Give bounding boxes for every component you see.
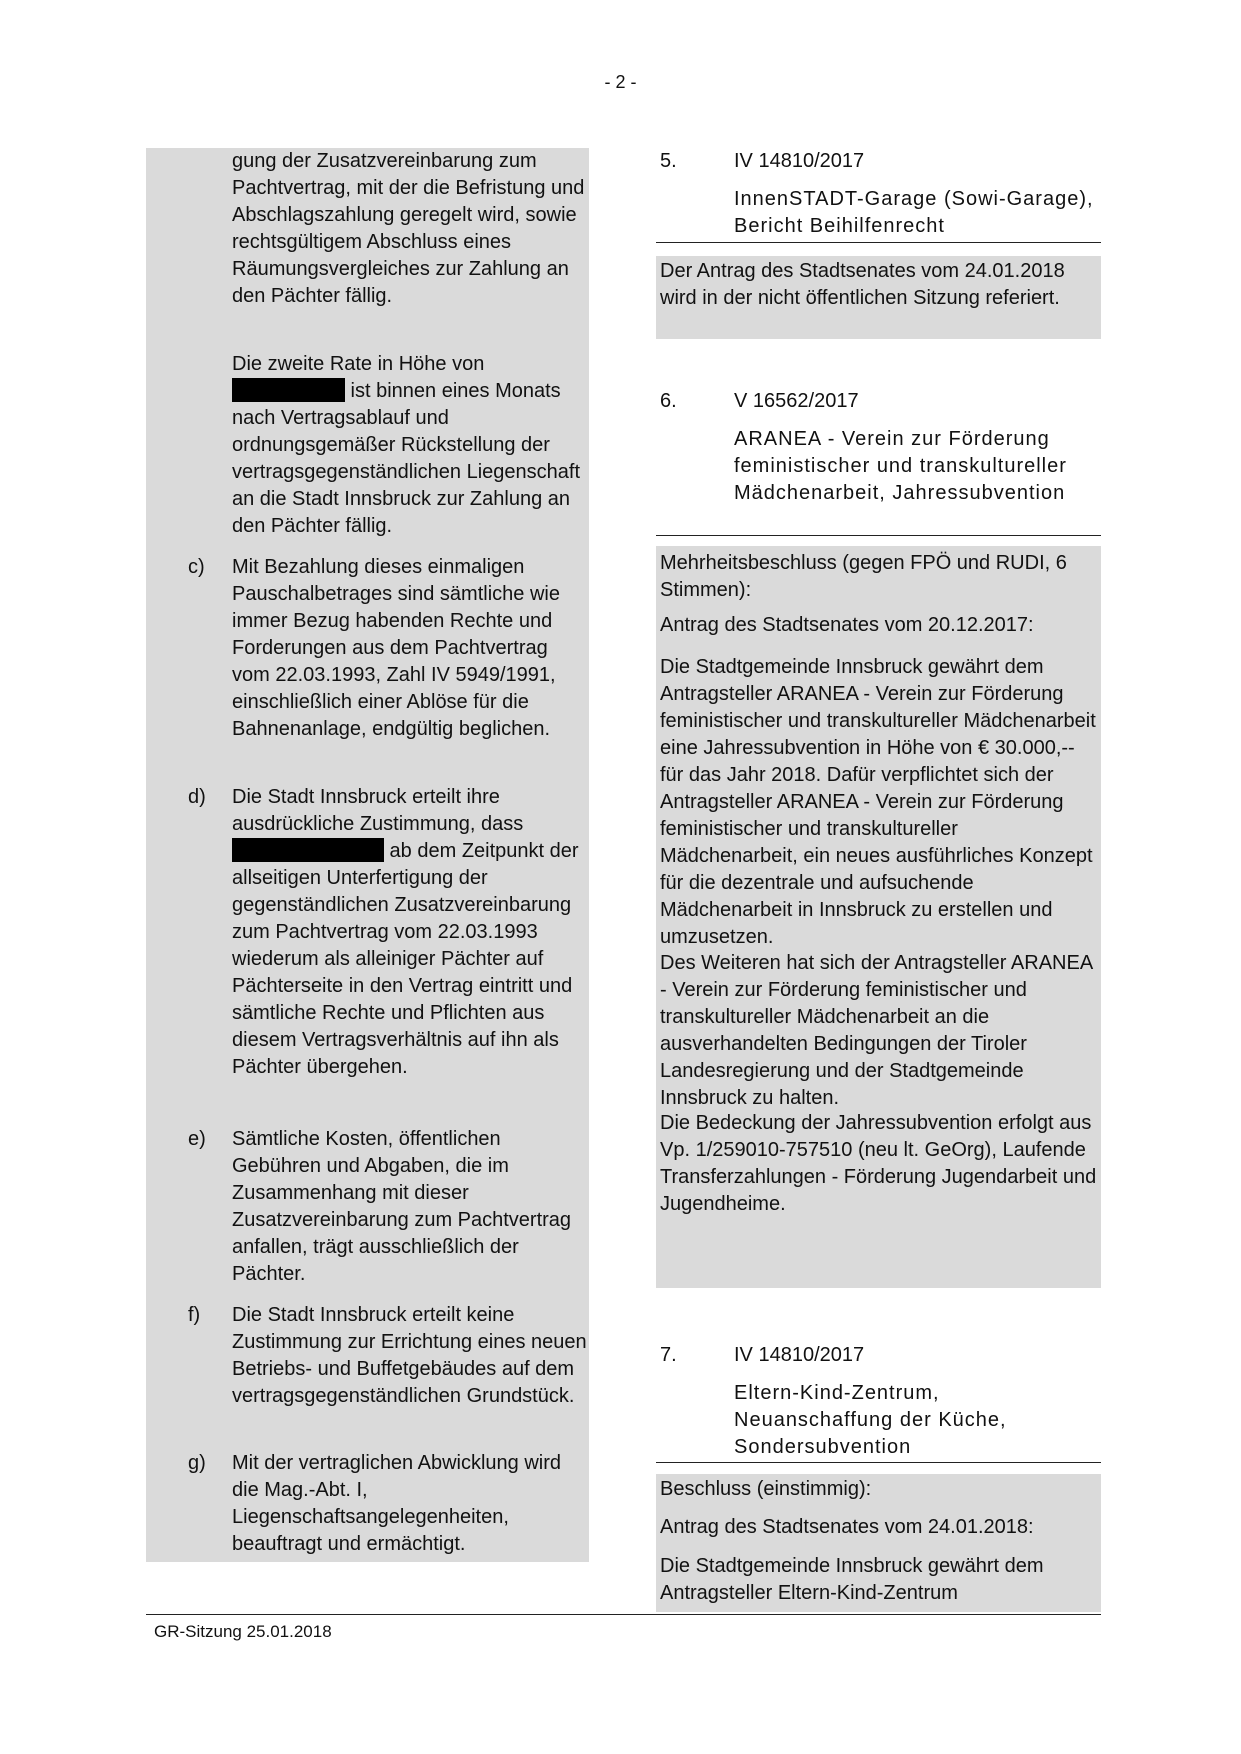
list-item-label: g) xyxy=(188,1452,206,1474)
agenda-item-5-body xyxy=(656,256,1101,339)
agenda-item-7-body xyxy=(656,1474,1101,1612)
paragraph-2-start: Die zweite Rate in Höhe von xyxy=(232,353,485,375)
paragraph-2-rest: ist binnen eines Monats nach Vertragsablauf und ordnungsgemäßer Rückstellung der vertragsgegenständlichen Liegenschaft an die Stadt Innsbruck zur Zahlung an den Pächter fällig. xyxy=(232,380,581,537)
body-paragraph: Antrag des Stadtsenates vom 24.01.2018: xyxy=(660,1516,1034,1538)
body-paragraph: Der Antrag des Stadtsenates vom 24.01.2018 wird in der nicht öffentlichen Sitzung referiert. xyxy=(660,260,1065,309)
body-paragraph: Die Bedeckung der Jahressubvention erfolgt aus Vp. 1/259010-757510 (neu lt. GeOrg), Laufende Transferzahlungen - Förderung Jugendarbeit und Jugendheime. xyxy=(660,1112,1097,1215)
body-paragraph: Die Stadtgemeinde Innsbruck gewährt dem Antragsteller Eltern-Kind-Zentrum xyxy=(660,1555,1044,1604)
list-item-text: Mit Bezahlung dieses einmaligen Pauschalbetrages sind sämtliche wie immer Bezug habenden Rechte und Forderungen aus dem Pachtvertrag vom 22.03.1993, Zahl IV 5949/1991, einschließlich einer Ablöse für die Bahnenanlage, endgültig beglichen. xyxy=(232,556,560,740)
redaction-box xyxy=(232,378,345,402)
list-item-label: e) xyxy=(188,1128,206,1150)
divider xyxy=(656,1462,1101,1463)
list-item-text: Sämtliche Kosten, öffentlichen Gebühren und Abgaben, die im Zusammenhang mit dieser Zusatzvereinbarung zum Pachtvertrag anfallen, trägt ausschließlich der Pächter. xyxy=(232,1128,572,1285)
agenda-item-7-title: Eltern-Kind-Zentrum, Neuanschaffung der Küche, Sondersubvention xyxy=(734,1382,1007,1458)
agenda-code: V 16562/2017 xyxy=(734,390,859,412)
divider xyxy=(656,535,1101,536)
agenda-number: 7. xyxy=(660,1344,677,1366)
agenda-code: IV 14810/2017 xyxy=(734,150,865,172)
agenda-item-6-title: ARANEA - Verein zur Förderung feministischer und transkultureller Mädchenarbeit, Jahressubvention xyxy=(734,428,1067,504)
continued-paragraph-1: gung der Zusatzvereinbarung zum Pachtvertrag, mit der die Befristung und Abschlagszahlung geregelt wird, sowie rechtsgültigem Abschluss eines Räumungsvergleiches zur Zahlung an den Pächter fällig. xyxy=(232,150,585,307)
redaction-box xyxy=(232,838,384,862)
body-paragraph: Mehrheitsbeschluss (gegen FPÖ und RUDI, 6 Stimmen): xyxy=(660,552,1067,601)
body-paragraph: Antrag des Stadtsenates vom 20.12.2017: xyxy=(660,614,1034,636)
list-item-label: d) xyxy=(188,786,206,808)
agenda-item-5-title: InnenSTADT-Garage (Sowi-Garage), Bericht Beihilfenrecht xyxy=(734,188,1094,237)
list-item-label: c) xyxy=(188,556,205,578)
footer-divider xyxy=(146,1614,1101,1615)
item-d-rest: ab dem Zeitpunkt der allseitigen Unterfertigung der gegenständlichen Zusatzvereinbarung zum Pachtvertrag vom 22.03.1993 wiederum als alleiniger Pächter auf Pächterseite in den Vertrag eintritt und sämtliche Rechte und Pflichten aus diesem Vertragsverhältnis auf ihn als Pächter übergehen. xyxy=(232,840,579,1078)
list-item-label: f) xyxy=(188,1304,201,1326)
divider xyxy=(656,242,1101,243)
body-paragraph: Die Stadtgemeinde Innsbruck gewährt dem Antragsteller ARANEA - Verein zur Förderung feministischer und transkultureller Mädchenarbeit eine Jahressubvention in Höhe von € 30.000,-- für das Jahr 2018. Dafür verpflichtet sich der Antragsteller ARANEA - Verein zur Förderung feministischer und transkultureller Mädchenarbeit, ein neues ausführliches Konzept für die dezentrale und aufsuchende Mädchenarbeit in Innsbruck zu erstellen und umzusetzen. xyxy=(660,656,1096,948)
list-item-text: Mit der vertraglichen Abwicklung wird die Mag.-Abt. I, Liegenschaftsangelegenheiten, beauftragt und ermächtigt. xyxy=(232,1452,562,1555)
left-column xyxy=(146,148,589,1562)
agenda-code: IV 14810/2017 xyxy=(734,1344,865,1366)
agenda-number: 6. xyxy=(660,390,677,412)
list-item-text xyxy=(232,784,588,1081)
item-d-start: Die Stadt Innsbruck erteilt ihre ausdrückliche Zustimmung, dass xyxy=(232,786,524,835)
agenda-item-6-body xyxy=(656,546,1101,1288)
right-column xyxy=(656,148,1101,1608)
agenda-number: 5. xyxy=(660,150,677,172)
list-item-text: Die Stadt Innsbruck erteilt keine Zustimmung zur Errichtung eines neuen Betriebs- und Buffetgebäudes auf dem vertragsgegenständlichen Grundstück. xyxy=(232,1304,587,1407)
continued-paragraph-2 xyxy=(232,351,586,540)
body-paragraph: Beschluss (einstimmig): xyxy=(660,1478,872,1500)
body-paragraph: Des Weiteren hat sich der Antragsteller ARANEA - Verein zur Förderung feministischer und transkultureller Mädchenarbeit an die ausverhandelten Bedingungen der Tiroler Landesregierung und der Stadtgemeinde Innsbruck zu halten. xyxy=(660,952,1093,1109)
footer-session-date: GR-Sitzung 25.01.2018 xyxy=(154,1622,332,1641)
page-number: - 2 - xyxy=(604,72,637,92)
